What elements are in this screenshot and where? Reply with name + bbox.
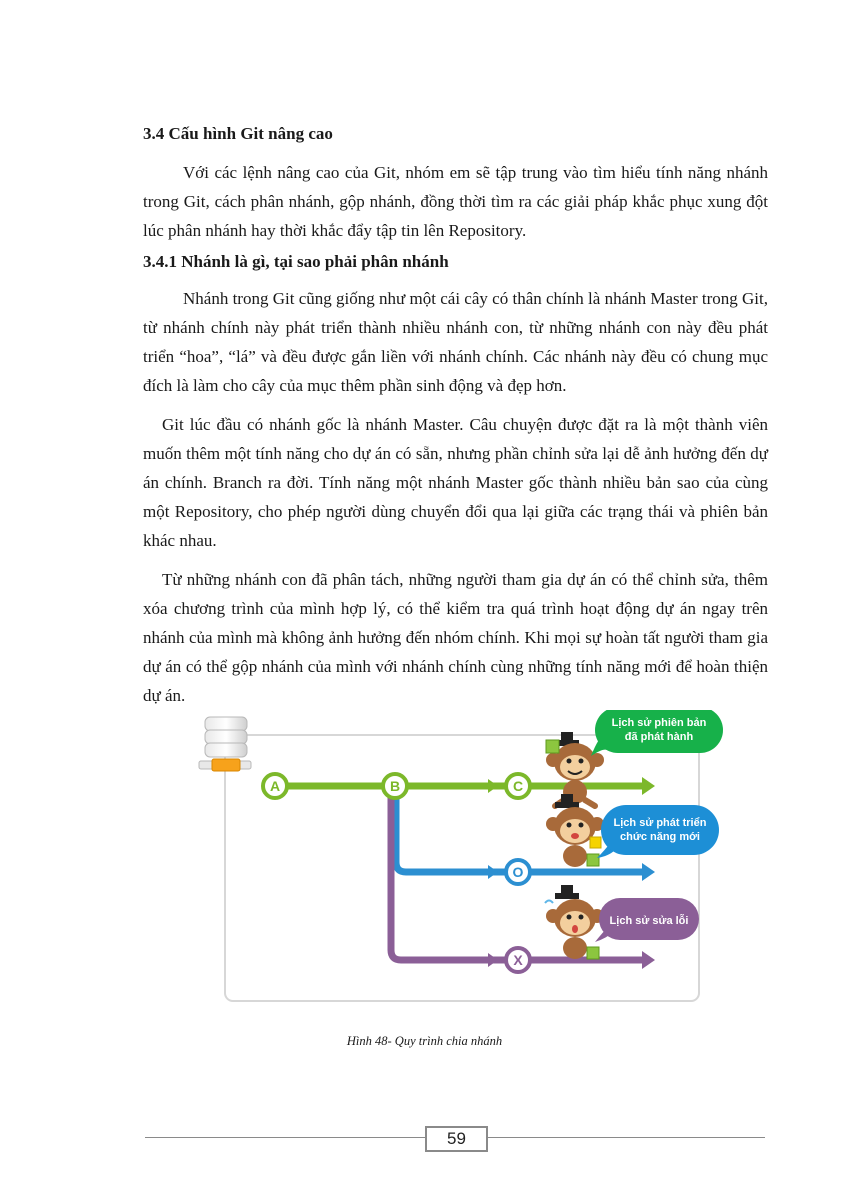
monkey-mascot-icon: [545, 885, 604, 959]
paragraph-3: Từ những nhánh con đã phân tách, những người tham gia dự án có thể chỉnh sửa, thêm xóa chương trình của mình hợp lý, có thể kiểm tra quá trình hoạt động dự án ngay trên nhánh của mình mà không ảnh hưởng đến nhóm chính. Khi mọi sự hoàn tất người tham gia dự án có thể gộp nhánh của mình với nhánh chính cùng những tính năng mới để hoàn thiện dự án.: [143, 570, 768, 705]
svg-text:Lịch sử phiên bản: Lịch sử phiên bản: [611, 717, 707, 729]
speech-bubble-feature: [597, 805, 719, 858]
master-branch-line: [285, 777, 655, 795]
node-x: [506, 948, 530, 972]
svg-text:đã phát hành: đã phát hành: [624, 731, 694, 743]
intro-paragraph: Với các lệnh nâng cao của Git, nhóm em sẽ tập trung vào tìm hiểu tính năng nhánh trong Git, cách phân nhánh, gộp nhánh, đồng thời tìm ra các giải pháp khắc phục xung đột lúc phân nhánh hay thời khắc đẩy tập tin lên Repository.: [143, 163, 768, 240]
section-block: [143, 123, 768, 245]
svg-text:A: A: [269, 778, 281, 794]
node-a: [263, 774, 287, 798]
footer-rule-left: [145, 1137, 426, 1138]
speech-bubble-released: [591, 710, 723, 756]
svg-text:chức năng mới: chức năng mới: [620, 831, 700, 843]
branching-diagram: [195, 710, 735, 1010]
node-c: [506, 774, 530, 798]
svg-text:C: C: [512, 778, 524, 794]
section-title: 3.4 Cấu hình Git nâng cao: [143, 124, 333, 143]
svg-text:O: O: [512, 864, 524, 880]
figure-caption: Hình 48- Quy trình chia nhánh: [346, 1034, 503, 1048]
svg-text:Lịch sử phát triển: Lịch sử phát triển: [613, 817, 707, 829]
database-icon: [199, 717, 251, 771]
paragraph-1: Nhánh trong Git cũng giống như một cái cây có thân chính là nhánh Master trong Git, từ nhánh chính này phát triển thành nhiều nhánh con, từ những nhánh con này đều phát triển “hoa”, “lá” và đều được gắn liền với nhánh chính. Các nhánh này đều có chung mục đích là làm cho cây của mục thêm phần sinh động và đẹp hơn.: [143, 289, 768, 395]
footer-rule-right: [486, 1137, 765, 1138]
svg-text:Lịch sử sửa lỗi: Lịch sử sửa lỗi: [609, 915, 689, 927]
svg-text:B: B: [389, 778, 401, 794]
page-number: 59: [425, 1126, 488, 1152]
paragraph-2: Git lúc đầu có nhánh gốc là nhánh Master. Câu chuyện được đặt ra là một thành viên muốn thêm một tính năng cho dự án có sẵn, nhưng phần chỉnh sửa lại dễ ảnh hưởng đến dự án chính. Branch ra đời. Tính năng một nhánh Master gốc thành nhiều bản sao của cùng một Repository, cho phép người dùng chuyển đổi qua lại giữa các trạng thái và phiên bản khác nhau.: [143, 415, 768, 550]
subsection-block: [143, 251, 768, 710]
speech-bubble-bugfix: [595, 898, 699, 942]
monkey-mascot-icon: [546, 732, 604, 806]
svg-text:X: X: [513, 952, 523, 968]
subsection-title: 3.4.1 Nhánh là gì, tại sao phải phân nhánh: [143, 252, 449, 271]
node-o: [506, 860, 530, 884]
node-b: [383, 774, 407, 798]
